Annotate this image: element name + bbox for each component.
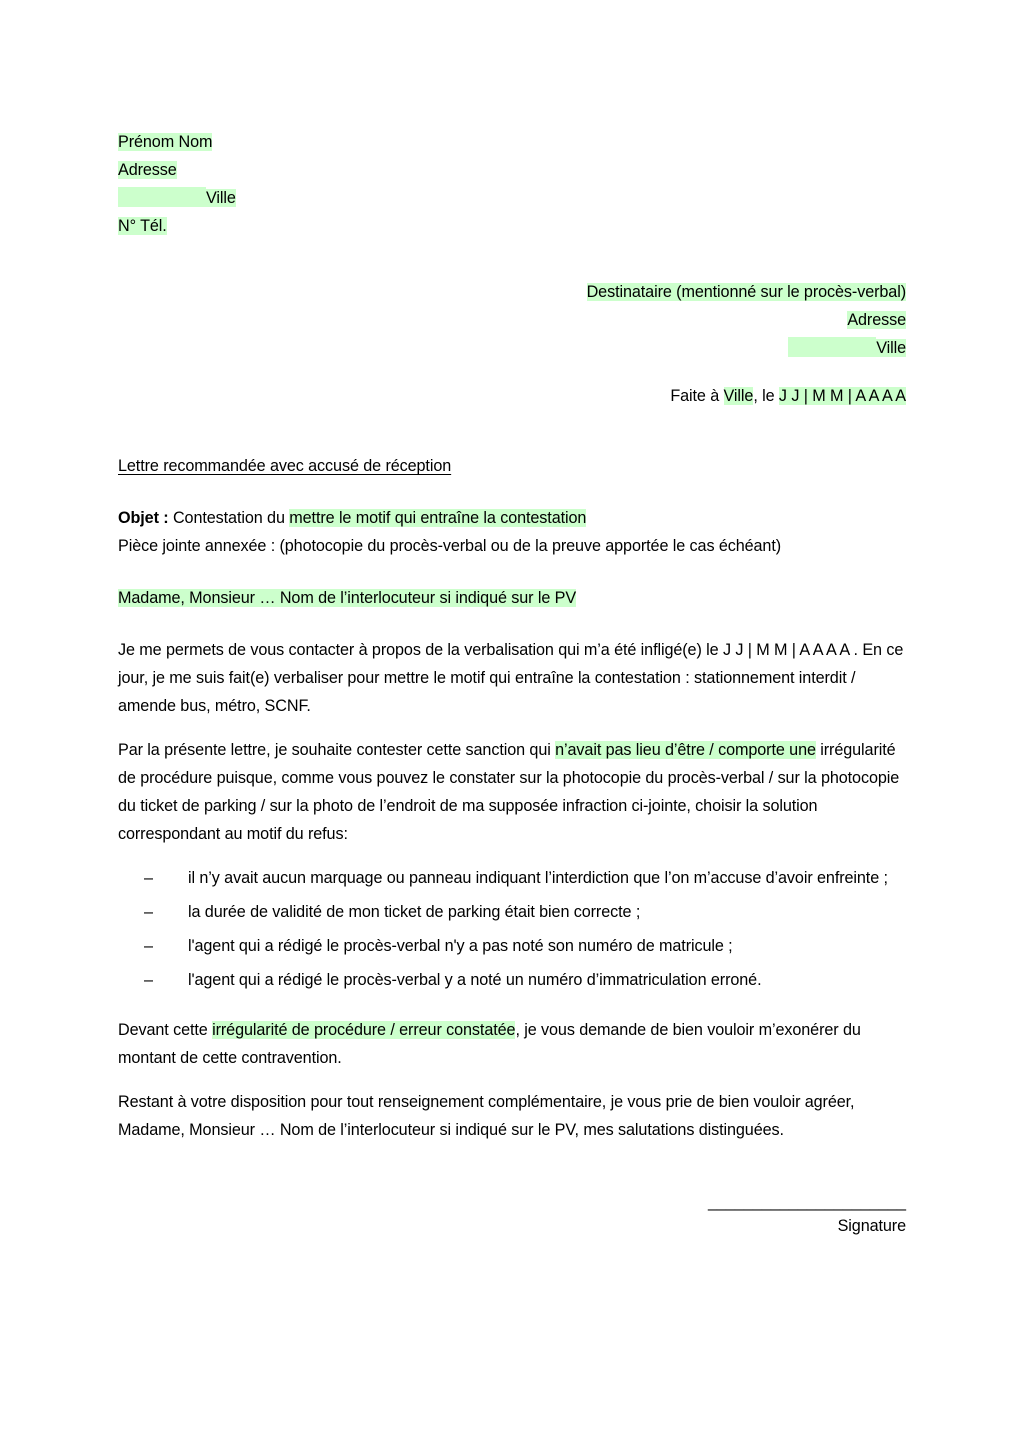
list-item-label: il n’y avait aucun marquage ou panneau indiquant l’interdiction que l’on m’accuse d’avoir enfreinte ; — [188, 869, 888, 887]
dateline-date-placeholder: J J | M M | A A A A — [778, 387, 906, 405]
spacer-before-para3 — [118, 1000, 906, 1016]
recipient-name: Destinataire (mentionné sur le procès-verbal) — [586, 283, 906, 301]
spacer-before-notice — [118, 410, 906, 452]
paragraph-1 — [118, 636, 906, 720]
paragraph-4: Restant à votre disposition pour tout renseignement complémentaire, je vous prie de bien vouloir agréer, Madame, Monsieur … Nom de l’interlocuteur si indiqué sur le PV, mes salutations distinguées. — [118, 1093, 855, 1139]
recipient-address: Adresse — [847, 311, 906, 329]
signature-inner — [708, 1192, 906, 1240]
spacer-before-salutation — [118, 560, 906, 584]
recipient-address-line — [118, 306, 906, 334]
sender-city: Ville — [206, 189, 236, 207]
recipient-name-line — [118, 278, 906, 306]
signature-rule: ______________________ — [707, 1193, 906, 1211]
paragraph-3-highlight: irrégularité de procédure / erreur constatée — [212, 1021, 516, 1039]
subject-line — [118, 504, 906, 532]
signature-block — [118, 1192, 906, 1240]
paragraph-3-part-1: Devant cette — [118, 1021, 213, 1039]
spacer-before-signature — [118, 1144, 906, 1192]
subject-label: Objet : — [118, 509, 173, 527]
subject-text-highlight: mettre le motif qui entraîne la contestation — [289, 509, 587, 527]
spacer-before-reasons — [118, 848, 906, 864]
paragraph-2-part-1: Par la présente lettre, je souhaite contester cette sanction qui — [118, 741, 556, 759]
sender-address-line — [118, 156, 906, 184]
spacer-after-recipient — [118, 362, 906, 382]
signature-label: Signature — [837, 1217, 906, 1235]
paragraph-1-date-placeholder: J J | M M | A A A A — [722, 641, 854, 659]
bullet-dash-icon: – — [144, 971, 153, 989]
paragraph-2-highlight: n’avait pas lieu d’être / comporte une — [555, 741, 816, 759]
spacer-before-para4 — [118, 1072, 906, 1088]
dateline-middle: , le — [753, 387, 779, 405]
bullet-dash-icon: – — [144, 903, 153, 921]
list-item-label: l'agent qui a rédigé le procès-verbal y a noté un numéro d’immatriculation erroné. — [188, 971, 762, 989]
letter-body — [118, 128, 906, 1240]
sender-city-line — [118, 184, 906, 212]
paragraph-2-part-2: irrégularité de procédure puisque, comme vous pouvez le constater sur la photocopie du procès-verbal / sur la photocopie du ticket de parking / sur la photo de l’endroit de ma supposée infraction ci-jointe, choisir la solution correspondant au motif du refus: — [118, 741, 900, 843]
dateline-city: Ville — [723, 387, 754, 405]
spacer-before-para1 — [118, 612, 906, 636]
list-item — [118, 932, 906, 960]
subject-text-plain: Contestation du — [172, 509, 290, 527]
sender-phone: N° Tél. — [118, 217, 167, 235]
sender-name-line — [118, 128, 906, 156]
list-item — [118, 966, 906, 994]
sender-phone-line — [118, 212, 906, 240]
sender-block — [118, 128, 906, 240]
salutation-line — [118, 584, 906, 612]
recipient-block — [118, 278, 906, 362]
paragraph-2 — [118, 736, 906, 848]
dateline-prefix: Faite à — [670, 387, 724, 405]
spacer-before-para2 — [118, 720, 906, 736]
reasons-list — [118, 864, 906, 994]
sender-name: Prénom Nom — [118, 133, 213, 151]
recipient-city-line — [118, 334, 906, 362]
paragraph-1-part-2: . En ce jour, je me suis fait(e) verbaliser pour mettre le motif qui entraîne la contestation : stationnement interdit / amende bus, métro, SCNF. — [118, 641, 904, 715]
recipient-city: Ville — [876, 339, 906, 357]
sender-address: Adresse — [118, 161, 177, 179]
bullet-dash-icon: – — [144, 869, 153, 887]
bullet-dash-icon: – — [144, 937, 153, 955]
spacer-before-subject — [118, 480, 906, 504]
list-item-label: l'agent qui a rédigé le procès-verbal n'y a pas noté son numéro de matricule ; — [188, 937, 733, 955]
list-item-label: la durée de validité de mon ticket de parking était bien correcte ; — [188, 903, 641, 921]
spacer-after-sender — [118, 240, 906, 278]
list-item — [118, 864, 906, 892]
registered-mail-notice: Lettre recommandée avec accusé de réception — [118, 457, 452, 475]
paragraph-3-part-2: , je vous demande de bien vouloir m’exonérer du montant de cette contravention. — [118, 1021, 861, 1067]
paragraph-1-part-1: Je me permets de vous contacter à propos de la verbalisation qui m’a été infligé(e) le — [118, 641, 723, 659]
attachment-line: Pièce jointe annexée : (photocopie du procès-verbal ou de la preuve apportée le cas échéant) — [118, 537, 782, 555]
sender-postal-blank — [118, 187, 206, 207]
recipient-postal-blank — [788, 337, 876, 357]
paragraph-3 — [118, 1016, 906, 1072]
dateline — [118, 382, 906, 410]
salutation-text: Madame, Monsieur … Nom de l’interlocuteur si indiqué sur le PV — [118, 589, 577, 607]
list-item — [118, 898, 906, 926]
